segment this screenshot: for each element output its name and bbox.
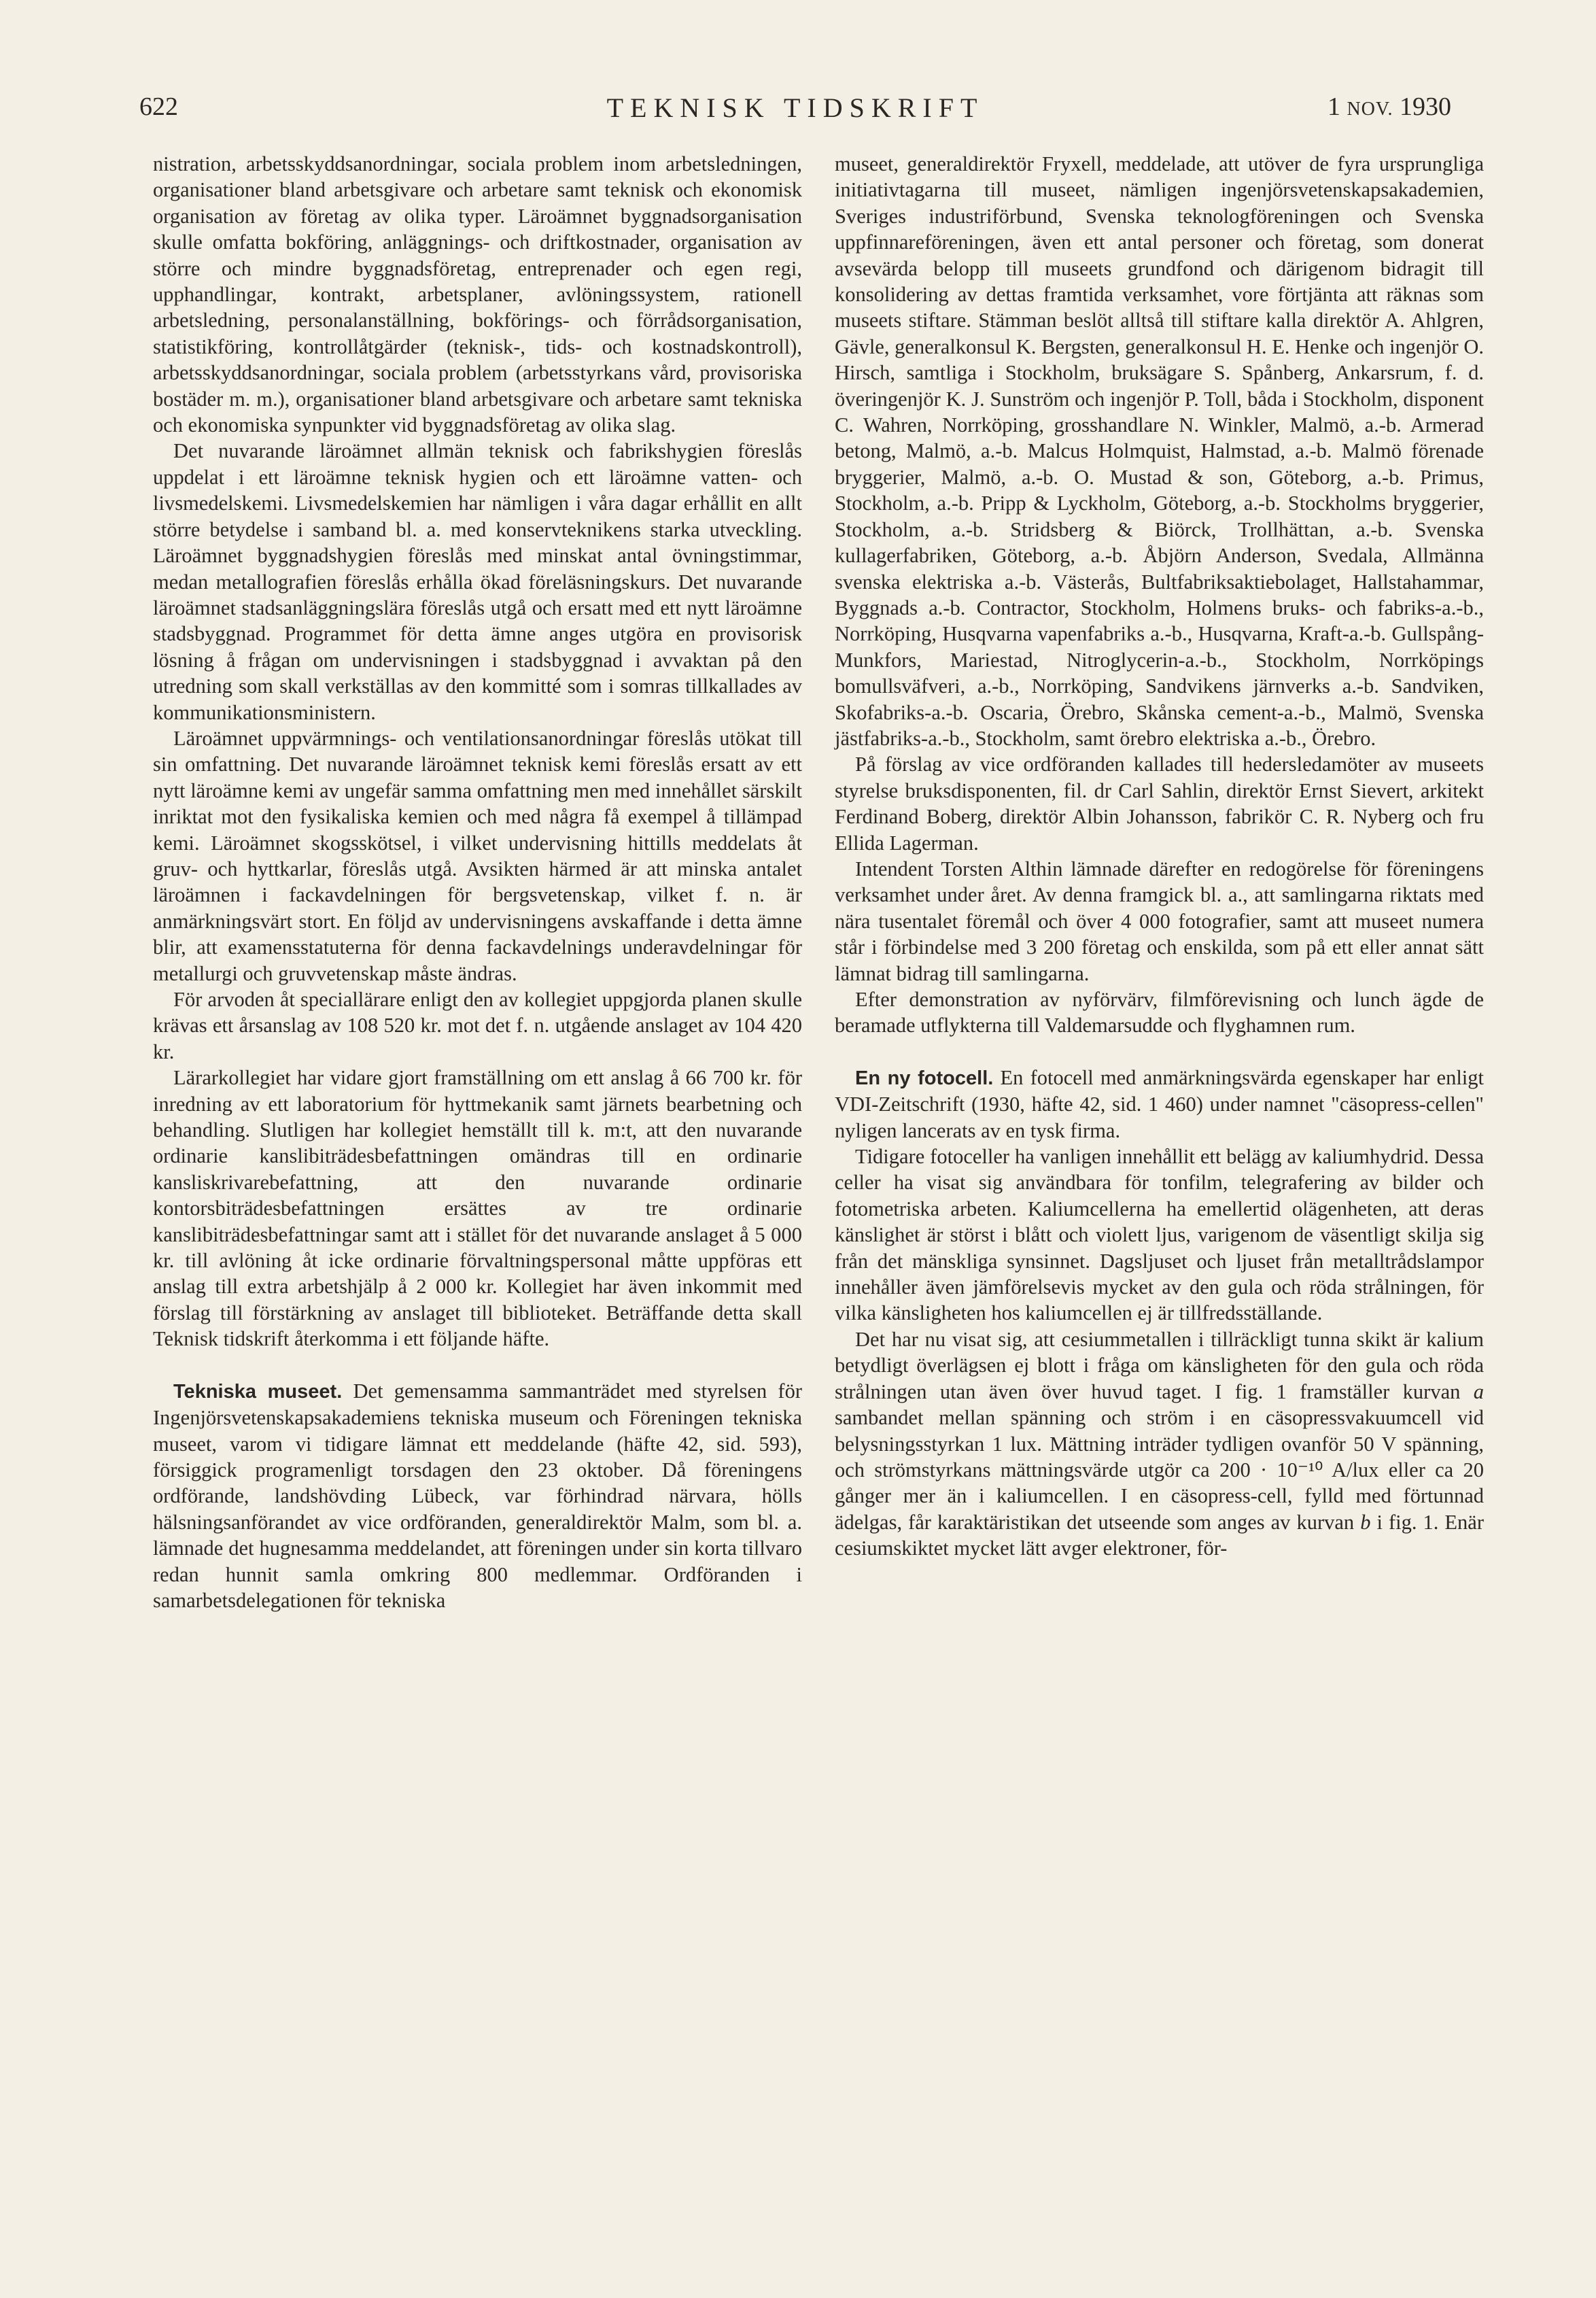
page-header [139,92,1451,133]
journal-title: TEKNISK TIDSKRIFT [606,92,984,123]
paragraph: Läroämnet uppvärmnings- och ventilationsanordningar föreslås utökat till sin omfattning. Det nuvarande läroämnet teknisk kemi föreslås ersatt av ett nytt läroämne kemi av ungefär samma omfattning men med innehållet särskilt inriktat mot den fysikaliska kemien och med några få exempel å tillämpad kemi. Läroämnet skogsskötsel, i vilket undervisning hittills meddelats åt gruv- och hyttkarlar, föreslås utgå. Avsikten härmed är att minska antalet läroämnen i fackavdelningen för bergsvetenskap, vilket f. n. är anmärkningsvärt stort. En följd av undervisningens avskaffande i detta ämne blir, att examensstatuterna för denna fackavdelnings underavdelningar för metallurgi och gruvvetenskap måste ändras. [153,726,802,985]
section-heading-fotocell: En ny fotocell. [855,1067,994,1089]
paragraph: Det nuvarande läroämnet allmän teknisk och fabrikshygien föreslås uppdelat i ett läroämne teknisk hygien och ett läroämne vatten- och livsmedelskemi. Livsmedelskemien har nämligen i våra dagar erhållit en allt större betydelse i samband bl. a. med konservteknikens starka utveckling. Läroämnet byggnadshygien föreslås med minskat antal övningstimmar, medan metallografien föreslås erhålla ökad föreläsningskurs. Det nuvarande läroämnet stadsanläggningslära föreslås utgå och ersatt med ett nytt läroämne stadsbyggnad. Programmet för detta ämne anges utgöra en provisorisk lösning å frågan om undervisningen i stadsbyggnad i avvaktan på den utredning som skall verkställas av den kommitté som i somras tillkallades av kommunikationsministern. [153,439,802,724]
paragraph-text: En fotocell med anmärkningsvärda egenskaper har enligt VDI-Zeitschrift (1930, häfte 42, sid. 1 460) under namnet "cäsopress-cellen" nyligen lancerats av en tysk firma. [835,1065,1485,1142]
issue-day: 1 [1327,92,1340,121]
paragraph-text: Det har nu visat sig, att cesiummetallen i tillräckligt tunna skikt är kalium betydligt överlägsen ej blott i fråga om känsligheten för den gula och röda strålningen utan även över huvud taget. I fig. 1 framställer kurvan [835,1327,1484,1403]
page-number: 622 [139,92,178,121]
paragraph: Lärarkollegiet har vidare gjort framställning om ett anslag å 66 700 kr. för inredning av ett laboratorium för hyttmekanik samt järnets bearbetning och behandling. Slutligen har kollegiet hemställt till k. m:t, att den nuvarande ordinarie kanslibiträdesbefattningen omändras till en ordinarie kansliskrivarebefattning, att den nuvarande ordinarie kontorsbiträdesbefattningen ersättes av tre ordinarie kanslibiträdesbefattningar samt att i stället för det nuvarande anslaget å 5 000 kr. till avlöning åt icke ordinarie förvaltningspersonal måtte uppföras ett anslag till extra arbetshjälp å 2 000 kr. Kollegiet har även inkommit med förslag till förstärkning av anslaget till biblioteket. Beträffande detta skall Teknisk tidskrift återkomma i ett följande häfte. [153,1066,802,1351]
paragraph: För arvoden åt speciallärare enligt den av kollegiet uppgjorda planen skulle krävas ett årsanslag av 108 520 kr. mot det f. n. utgående anslaget av 104 420 kr. [153,988,802,1063]
paragraph [835,1326,1484,1562]
right-column [835,151,1484,1562]
fotocell-section [835,1065,1484,1144]
left-column [153,151,802,1613]
curve-label-a: a [1473,1379,1484,1403]
paragraph: Efter demonstration av nyförvärv, filmförevisning och lunch ägde de beramade utflykterna till Valdemarsudde och flyghamnen rum. [835,988,1484,1037]
paragraph-text: i fig. 1. Enär cesiumskiktet mycket lätt avger elektroner, för- [835,1510,1484,1560]
section-heading-museum: Tekniska museet. [173,1380,343,1403]
issue-year: 1930 [1400,92,1451,121]
issue-date [1328,92,1451,122]
paragraph: På förslag av vice ordföranden kallades till hedersledamöter av museets styrelse bruksdisponenten, fil. dr Carl Sahlin, direktör Ernst Sievert, arkitekt Ferdinand Boberg, direktör Albin Johansson, fabrikör C. R. Nyberg och fru Ellida Lagerman. [835,753,1484,855]
paragraph: Tidigare fotoceller ha vanligen innehållit ett belägg av kaliumhydrid. Dessa celler ha visat sig användbara för tonfilm, telegrafering av bilder och fotometriska arbeten. Kaliumcellerna ha emellertid olägenheten, att deras känslighet är störst i blått och violett ljus, varigenom de väsentligt skilja sig från det mänskliga synsinnet. Dagsljuset och ljuset från metalltrådslampor innehåller även jämförelsevis mycket av den gula och röda strålningen, för vilka känsligheten hos kaliumcellen ej är tillfredsställande. [835,1145,1484,1325]
curve-label-b: b [1360,1510,1371,1534]
paragraph-text: Det gemensamma sammanträdet med styrelsen för Ingenjörsvetenskapsakademiens tekniska museum och Föreningen tekniska museet, varom vi tidigare lämnat ett meddelande (häfte 42, sid. 593), försiggick programenligt torsdagen den 23 oktober. Då föreningens ordförande, landshövding Lübeck, var förhindrad närvara, hölls hälsningsanförandet av vice ordföranden, generaldirektör Malm, som bl. a. lämnade det hugnesamma meddelandet, att föreningen under sin korta tillvaro redan hunnit samla omkring 800 medlemmar. Ordföranden i samarbetsdelegationen för tekniska [153,1379,802,1612]
paragraph-text: sambandet mellan spänning och ström i en cäsopressvakuumcell vid belysningsstyrkan 1 lux. Mättning inträder tydligen ovanför 50 V spänning, och strömstyrkans mättningsvärde utgör ca 200 · 10⁻¹⁰ A/lux eller ca 20 gånger mer än i kaliumcellen. I en cäsopress-cell, fylld med förtunnad ädelgas, får karaktäristikan det utseende som anges av kurvan [835,1406,1484,1534]
paragraph: museet, generaldirektör Fryxell, meddelade, att utöver de fyra ursprungliga initiativtagarna till museet, nämligen ingenjörsvetenskapsakademien, Sveriges industriförbund, Svenska teknologföreningen och Svenska uppfinnareföreningen, även ett antal personer och företag, som donerat avsevärda belopp till museets grundfond och därigenom bidragit till konsolidering av dettas framtida verksamhet, vore förtjänta att räknas som museets stiftare. Stämman beslöt alltså till stiftare kalla direktör A. Ahlgren, Gävle, generalkonsul K. Bergsten, generalkonsul H. E. Henke och ingenjör O. Hirsch, samtliga i Stockholm, bruksägare S. Spånberg, Ankarsrum, f. d. överingenjör K. J. Sunström och ingenjör P. Toll, båda i Stockholm, disponent C. Wahren, Norrköping, grosshandlare N. Winkler, Malmö, a.-b. Armerad betong, Malmö, a.-b. Malcus Holmquist, Halmstad, a.-b. Malmö förenade bryggerier, Malmö, a.-b. O. Mustad & son, Göteborg, a.-b. Primus, Stockholm, a.-b. Pripp & Lyckholm, Göteborg, a.-b. Stockholms bryggerier, Stockholm, a.-b. Stridsberg & Biörck, Trollhättan, a.-b. Svenska kullagerfabriken, Göteborg, a.-b. Åbjörn Anderson, Svedala, Allmänna svenska elektriska a.-b. Västerås, Bultfabriksaktiebolaget, Hallstahammar, Byggnads a.-b. Contractor, Stockholm, Holmens bruks- och fabriks-a.-b., Norrköping, Husqvarna vapenfabriks a.-b., Husqvarna, Kraft-a.-b. Gullspång-Munkfors, Mariestad, Nitroglycerin-a.-b., Stockholm, Norrköpings bomullsväfveri, a.-b., Norrköping, Sandvikens järnverks a.-b. Sandviken, Skofabriks-a.-b. Oscaria, Örebro, Skånska cement-a.-b., Malmö, Svenska jästfabriks-a.-b., Stockholm, samt örebro elektriska a.-b., Örebro. [835,152,1484,750]
paragraph: Intendent Torsten Althin lämnade därefter en redogörelse för föreningens verksamhet under året. Av denna framgick bl. a., att samlingarna riktats med nära tusentalet föremål och över 4 000 fotografier, samt att museet numera står i förbindelse med 3 200 företag och enskilda, som på ett eller annat sätt lämnat bidrag till samlingarna. [835,857,1484,985]
museum-section [153,1378,802,1614]
issue-month: NOV. [1347,99,1393,120]
paragraph: nistration, arbetsskyddsanordningar, sociala problem inom arbetsledningen, organisationer bland arbetsgivare och arbetare samt teknisk och ekonomisk organisation av företag av olika typer. Läroämnet byggnadsorganisation skulle omfatta bokföring, anläggnings- och driftkostnader, organisation av större och mindre byggnadsföretag, entreprenader och egen regi, upphandlingar, kontrakt, arbetsplaner, avlöningssystem, rationell arbetsledning, personalanställning, bokförings- och förrådsorganisation, statistikföring, kontrollåtgärder (teknisk-, tids- och kostnadskontroll), arbetsskyddsanordningar, sociala problem (arbetsstyrkans vård, provisoriska bostäder m. m.), organisationer bland arbetsgivare och arbetare samt tekniska och ekonomiska synpunkter vid byggnadsföretag av olika slag. [153,152,802,437]
